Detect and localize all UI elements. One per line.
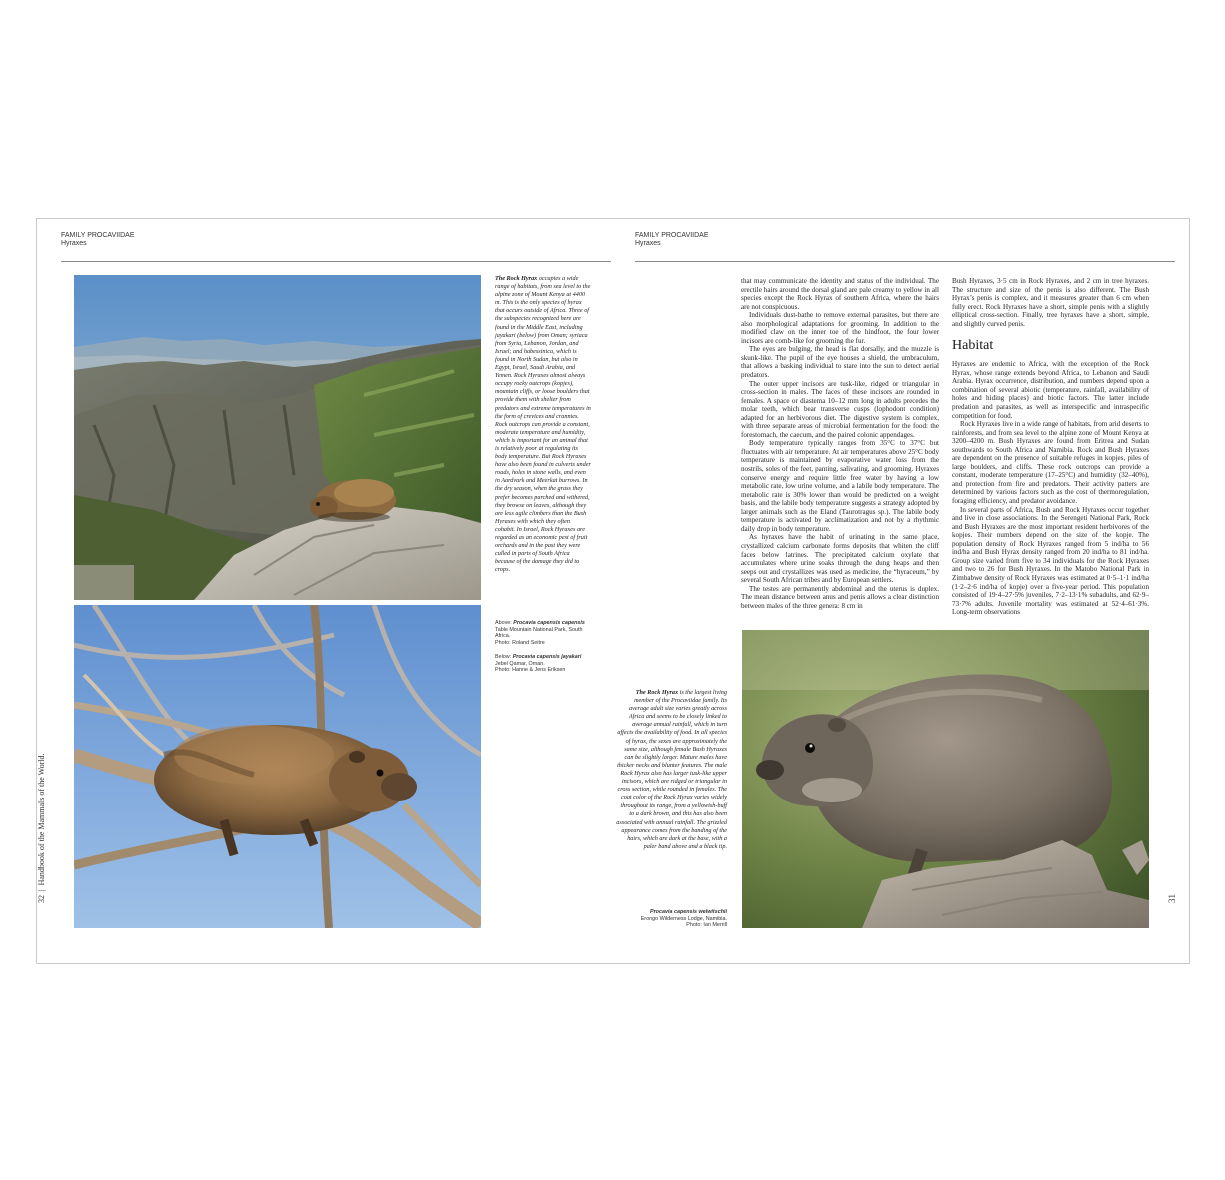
body-paragraph: Hyraxes are endemic to Africa, with the exception of the Rock Hyrax, whose range extends beyond Africa, to Lebanon and Saudi Arabia. Hyrax occurrence, distribution, and numbers depend upon a combination of several abiotic (temperature, rainfall, availability of holes and hiding places) and biotic factors. The latter include predation and parasites, as well as interspecific and intraspecific competition for food. xyxy=(952,360,1149,420)
credit-above-photo: Photo: Roland Seitre xyxy=(495,639,545,646)
right-header-family: FAMILY PROCAVIIDAE xyxy=(635,232,709,239)
body-paragraph: In several parts of Africa, Bush and Rock Hyraxes occur together and live in close associations. In the Serengeti National Park, Rock and Bush Hyraxes are the most important resident herbivores of the kopjes. Their numbers depend on the size of the kopje. The population density of Rock Hyraxes ranged from 5 ind/ha to 56 ind/ha and Bush Hyrax density ranged from 20 ind/ha to 81 ind/ha. Group size varied from five to 34 individuals for the Rock Hyraxes and two to 26 for Bush Hyraxes. In the Matobo National Park in Zimbabwe density of Rock Hyraxes was estimated at 0·5–1·1 ind/ha (1·2–2·6 ind/ha of kopje) over a five-year period. This population consisted of 19·4–27·5% juveniles, 7·2–13·1% subadults, and 62·9–73·7% adults. Juvenile mortality was estimated at 52·4–61·3%. Long-term observations xyxy=(952,505,1149,617)
right-caption-lead: The Rock Hyrax xyxy=(635,689,679,696)
credit-below-label: Below: xyxy=(495,654,512,660)
left-credit-above xyxy=(495,620,591,646)
credit-above-place: Table Mountain National Park, South Africa. xyxy=(495,626,583,640)
credit-below-place: Jebel Qamar, Oman. xyxy=(495,660,545,667)
body-paragraph: The testes are permanently abdominal and the uterus is duplex. The mean distance between anus and penis allows a clear distinction between males of the three genera: 8 cm in xyxy=(741,584,939,610)
left-footer-vertical xyxy=(37,754,46,903)
right-text-column-1 xyxy=(741,277,939,610)
right-header-rule xyxy=(635,261,1175,262)
left-page-number: 32 xyxy=(37,895,46,903)
right-running-header xyxy=(635,232,709,248)
book-spread xyxy=(36,218,1190,964)
right-credit-species: Procavia capensis welwitschii xyxy=(649,909,727,915)
body-paragraph: The eyes are bulging, the head is flat dorsally, and the muzzle is skunk-like. The pupil of the eye houses a shield, the umbraculum, that allows a basking individual to stare into the sun to detect aerial predators. xyxy=(741,345,939,380)
body-paragraph: As hyraxes have the habit of urinating in the same place, crystallized calcium carbonate forms deposits that whiten the cliff faces below latrines. The precipitated calcium oxylate that accumulates where urine soaks through the dung heaps and then seeps out and crystallizes was used as medicine, the “hyraceum,” by several South African tribes and by European settlers. xyxy=(741,533,939,585)
right-credit-place: Erongo Wilderness Lodge, Namibia. xyxy=(640,915,727,922)
left-header-rule xyxy=(61,261,611,262)
photo-rock-hyrax-jayakari-tree xyxy=(74,605,481,928)
credit-above-label: Above: xyxy=(495,620,512,626)
photo-rock-hyrax-table-mountain xyxy=(74,275,481,600)
left-running-header xyxy=(61,232,135,248)
credit-below-photo: Photo: Hanne & Jens Eriksen xyxy=(495,667,566,674)
right-credit-photo: Photo: Ian Merrill xyxy=(686,922,727,929)
right-credit xyxy=(615,909,727,929)
left-header-family: FAMILY PROCAVIIDAE xyxy=(61,232,135,239)
left-caption-text: occupies a wide range of habitats, from sea level to the alpine zone of Mount Kenya at 4400 m. This is the only species of hyrax that occurs outside of Africa. Three of the subspecies recognized here are found in the Middle East, including jayakari (below) from Oman; syriaca from Syria, Lebanon, Jordan, and Israel; and habessinica, which is found in North Sudan, but also in Egypt, Israel, Saudi Arabia, and Yemen. Rock Hyraxes almost always occupy rocky outcrops (kopjes), mountain cliffs, or loose boulders that provide them with shelter from predators and extreme temperatures in the form of crevices and crannies. Rock outcrops can provide a constant, moderate temperature and humidity, which is important for an animal that is relatively poor at regulating its body temperature. But Rock Hyraxes have also been found in culverts under roads, holes in stone walls, and even in Aardvark and Meerkat burrows. In the dry season, when the grass they prefer becomes parched and withered, they browse on leaves, although they are less agile climbers than the Bush Hyraxes with which they often cohabit. In Israel, Rock Hyraxes are regarded as an economic pest of fruit orchards and in the past they were culled in parts of South Africa because of the damage they did to crops. xyxy=(495,275,591,574)
body-paragraph: The outer upper incisors are tusk-like, ridged or triangular in cross-section in males. The faces of these incisors are rounded in females. A space or diastema 10–12 mm long in adults precedes the molar teeth, which bear transverse cusps (lophodont condition) adapted for an herbivorous diet. The digestive system is complex, with three separate areas of microbial fermentation for the food: the forestomach, the caecum, and the paired colonic appendages. xyxy=(741,379,939,439)
left-spine-title: Handbook of the Mammals of the World. xyxy=(37,753,46,886)
left-caption-lead: The Rock Hyrax xyxy=(495,275,538,282)
left-photo-caption xyxy=(495,275,591,574)
body-paragraph: Bush Hyraxes, 3·5 cm in Rock Hyraxes, and 2 cm in tree hyraxes. The structure and size of the penis is also different. The Bush Hyrax’s penis is complex, and it measures greater than 6 cm when fully erect. Rock Hyraxes have a short, simple penis with a slightly elliptical cross-section. Finally, tree hyraxes have a short, simple, and slightly curved penis. xyxy=(952,277,1149,328)
credit-below-species: Procavia capensis jayakari xyxy=(512,654,582,660)
right-header-group: Hyraxes xyxy=(635,240,661,247)
body-paragraph: Individuals dust-bathe to remove external parasites, but there are also morphological adaptations for grooming. In addition to the modified claw on the inner toe of the hindfoot, the four lower incisors are comb-like for grooming the fur. xyxy=(741,311,939,345)
right-photo-caption xyxy=(615,689,727,851)
body-paragraph: that may communicate the identity and status of the individual. The erectile hairs around the dorsal gland are pale creamy to yellow in all species except the Rock Hyrax of southern Africa, where the hairs are not conspicuous. xyxy=(741,277,939,311)
left-credit-below xyxy=(495,654,591,674)
left-header-group: Hyraxes xyxy=(61,240,87,247)
credit-above-species: Procavia capensis capensis xyxy=(513,620,585,626)
body-paragraph: Rock Hyraxes live in a wide range of habitats, from arid deserts to rainforests, and from sea level to the alpine zone of Mount Kenya at 3200–4200 m. Bush Hyraxes are found from Eritrea and Sudan southwards to South Africa and Namibia. Rock and Bush Hyraxes are dependent on the presence of suitable refuges in kopjes, piles of large boulders, and cliffs. These rock outcrops can provide a constant, moderate temperature (17–25°C) and humidity (32–40%), and protection from fire and predators. Their activity patters are determined by various factors such as the cost of thermoregulation, foraging efficiency, and predator avoidance. xyxy=(952,420,1149,506)
right-text-column-2 xyxy=(952,277,1149,617)
right-page-number: 31 xyxy=(1167,894,1177,903)
section-heading-habitat: Habitat xyxy=(952,338,994,354)
footer-separator: | xyxy=(37,887,46,893)
photo-rock-hyrax-welwitschii xyxy=(742,630,1149,928)
body-paragraph: Body temperature typically ranges from 35°C to 37°C but fluctuates with air temperature. At air temperatures above 25°C body temperature is maintained by evaporative water loss from the nostrils, soles of the feet, panting, salivating, and grooming. Hyraxes conserve energy and require little free water by having a low metabolic rate, low urine volume, and a labile body temperature. The metabolic rate is 30% lower than would be predicted on a weight basis, and the labile body temperature suggests a strategy adopted by larger animals such as the Eland (Taurotragus sp.). The labile body temperature is activated by acclimatization and not by a rhythmic daily drop in body temperature. xyxy=(741,439,939,533)
right-caption-text: is the largest living member of the Procaviidae family. Its average adult size varies greatly across Africa and seems to be closely linked to average annual rainfall, which in turn affects the availability of food. In all species of hyrax, the sexes are approximately the same size, although female Bush Hyraxes can be slightly larger. Mature males have thicker necks and blunter features. The male Rock Hyrax also has larger tusk-like upper incisors, which are ridged or triangular in cross section, while rounded in females. The coat color of the Rock Hyrax varies widely throughout its range, from a yellowish-buff to a dark brown, and this has also been associated with annual rainfall. The grizzled appearance comes from the banding of the hairs, which are dark at the base, with a paler band above and a black tip. xyxy=(616,689,727,850)
